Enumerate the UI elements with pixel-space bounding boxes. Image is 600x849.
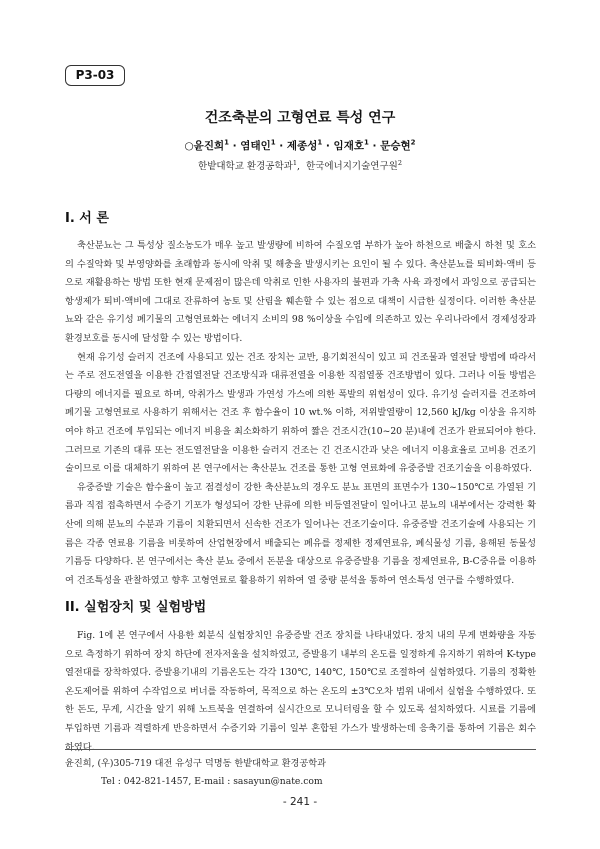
author-sup: 1 xyxy=(270,138,276,147)
contact-footnote xyxy=(65,755,536,791)
author-name: 문승현 xyxy=(380,140,411,152)
section-heading-introduction: I. 서 론 xyxy=(65,211,109,226)
paper-code-badge: P3-03 xyxy=(65,65,125,86)
page-number: - 241 - xyxy=(282,796,318,808)
author-name: 임재호 xyxy=(333,140,364,152)
paper-title: 건조축분의 고형연료 특성 연구 xyxy=(204,110,396,126)
author-sup: 1 xyxy=(317,138,323,147)
author-sup: 2 xyxy=(410,138,416,147)
affiliation-1: 한밭대학교 환경공학과 xyxy=(198,161,293,172)
affiliation-2: 한국에너지기술연구원 xyxy=(306,161,398,172)
affiliations: 한밭대학교 환경공학과$^1$, 한국에너지기술연구원$^2$ xyxy=(198,158,402,172)
author-prefix: ○ xyxy=(184,140,194,152)
author-name: 염태인 xyxy=(240,140,271,152)
paragraph: Fig. 1에 본 연구에서 사용한 회분식 실험장치인 유중증발 건조 장치를 나타내었다. 장치 내의 무게 변화량을 자동으로 측정하기 위하여 장치 하단에 전자저울을 설치하였고, 증발용기 내부의 온도를 일정하게 유지하기 위하여 K-type 열전대를 장착하였다. 증발용기내의 기름온도는 각각 130℃, 140℃, 150℃로 조절하여 실험하였다. 기름의 정확한 온도제어를 위하여 수작업으로 버너를 작동하여, 목적으로 하는 온도의 ±3℃오차 범위 내에서 실험을 수행하였다. 또한 돈도, 무게, 시간을 알기 위해 노트북을 연결하여 실시간으로 모니터링을 할 수 있도록 설치하였다. 시료를 기름에 투입하면 기름과 격렬하게 반응하면서 수증기와 기름이 일부 혼합된 가스가 발생하는데 응축기를 통하여 기름은 회수하였다. xyxy=(65,630,536,753)
affiliation-sup: 1 xyxy=(292,158,297,167)
author-sup: 1 xyxy=(224,138,229,147)
paragraph: 축산분뇨는 그 특성상 질소농도가 매우 높고 발생량에 비하여 수질오염 부하가 높아 하천으로 배출시 하천 및 호소의 수질악화 및 부영양화를 초래함과 동시에 악취 및 해충을 발생시키는 요인이 될 수 있다. 축산분뇨를 퇴비화·액비 등으로 재활용하는 방법 또한 현재 문제점이 많은데 악취로 인한 사용자의 불편과 가축 사육 과정에서 과잉으로 공급되는 항생제가 퇴비·액비에 그대로 잔류하여 농토 및 산림을 훼손할 수 있는 점으로 대책이 시급한 실정이다. 이러한 축산분뇨와 같은 유기성 폐기물의 고형연료화는 에너지 소비의 98 %이상을 수입에 의존하고 있는 우리나라에서 경제성장과 환경보호를 동시에 달성할 수 있는 방법이다. xyxy=(65,240,536,344)
contact-tel-email: Tel : 042-821-1457, E-mail : sasayun@nate.com xyxy=(101,776,323,787)
section-body-introduction xyxy=(65,237,536,590)
section-heading-methods: II. 실험장치 및 실험방법 xyxy=(65,600,207,615)
author-list: ○윤진희$^1$ · 염태인$^1$ · 제종성$^1$ · 임재호$^1$ · 문승현$^2$ xyxy=(184,138,416,152)
affiliation-sup: 2 xyxy=(397,158,402,167)
author-sup: 1 xyxy=(363,138,369,147)
footnote-divider xyxy=(65,749,536,750)
paragraph: 유중증발 기술은 함수율이 높고 점결성이 강한 축산분뇨의 경우도 분뇨 표면의 표면수가 130~150℃로 가열된 기름과 직접 접촉하면서 수증기 기포가 형성되어 강한 난류에 의한 비등열전달이 일어나고 분뇨의 내부에서는 강력한 확산에 의해 분뇨의 수분과 기름이 치환되면서 신속한 건조가 일어나는 건조기술이다. 유중증발 건조기술에 사용되는 기름은 각종 연료용 기름을 비롯하여 산업현장에서 배출되는 폐유를 정제한 정제연료유, 폐식물성 기름, 용해된 동물성 기름등 다양하다. 본 연구에서는 축산 분뇨 중에서 돈분을 대상으로 유중증발용 기름을 정제연료유, B-C중유를 이용하여 건조특성을 관찰하였고 향후 고형연료로 활용하기 위하여 열 중량 분석을 통하여 연소특성 연구를 수행하였다. xyxy=(65,481,536,586)
author-name: 제종성 xyxy=(286,140,318,152)
author-name: 윤진희 xyxy=(193,140,225,152)
contact-address: 윤진희, (우)305-719 대전 유성구 덕명동 한밭대학교 환경공학과 xyxy=(65,758,327,769)
section-body-methods xyxy=(65,627,536,757)
paragraph: 현재 유기성 슬러지 건조에 사용되고 있는 건조 장치는 교반, 용기회전식이 있고 피 건조물과 열전달 방법에 따라서는 주로 전도전열을 이용한 간접열전달 건조방식과 대류전열을 이용한 직접열풍 건조방법이 있다. 그러나 이들 방법은 다량의 에너지를 필요로 하며, 악취가스 발생과 가연성 가스에 의한 폭발의 위험성이 있다. 유기성 슬러지를 건조하여 폐기물 고형연료로 사용하기 위해서는 건조 후 함수율이 10 wt.% 이하, 저위발열량이 12,560 kJ/kg 이상을 유지하여야 하고 건조에 투입되는 에너지 비용을 최소화하기 위하여 짧은 건조시간(10~20 분)내에 건조가 완료되어야 한다. 그러므로 기존의 대류 또는 전도열전달을 이용한 슬러지 건조는 긴 건조시간과 낮은 에너지 이용효율로 고비용 건조기술이므로 이를 대체하기 위하여 본 연구에서는 축산분뇨 건조를 통한 고형 연료화에 유중증발 건조기술을 이용하였다. xyxy=(65,351,536,475)
